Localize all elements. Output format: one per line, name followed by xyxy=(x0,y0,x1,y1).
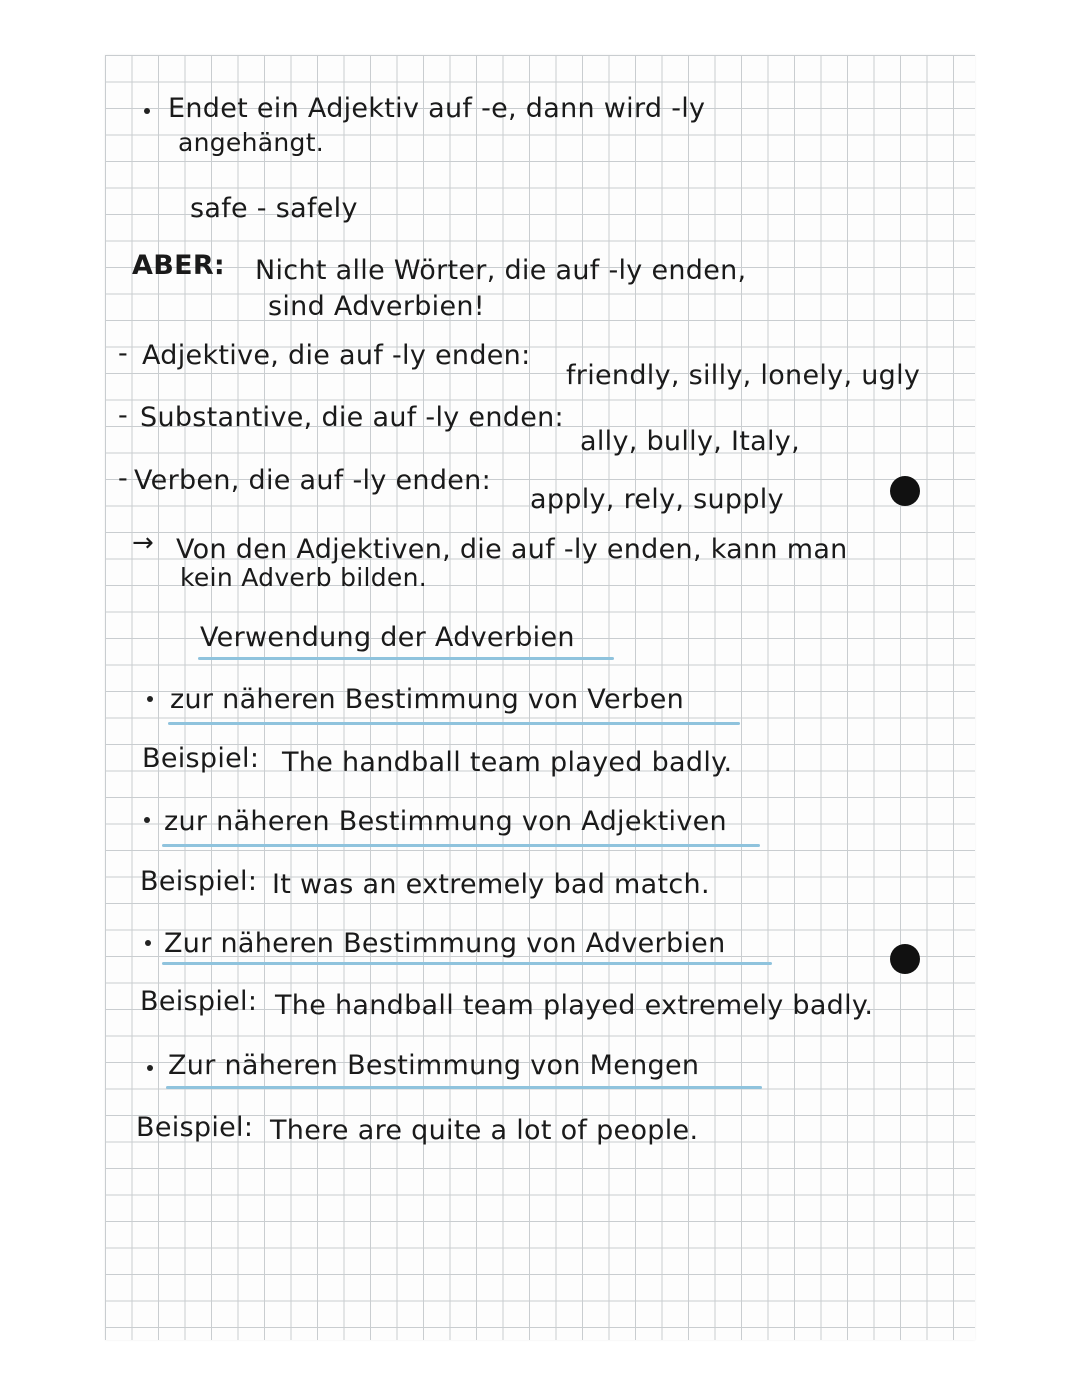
use-3-underline xyxy=(162,962,772,965)
use-1-underline xyxy=(168,722,740,725)
bullet-use-1 xyxy=(147,696,153,702)
exception-1-words: friendly, silly, lonely, ugly xyxy=(566,360,921,391)
rule-1-example: safe - safely xyxy=(190,193,358,224)
dash-exception-2: - xyxy=(118,400,128,431)
note-line-a: Von den Adjektiven, die auf -ly enden, kann man xyxy=(176,534,848,565)
dash-exception-1: - xyxy=(118,338,128,369)
use-2-underline xyxy=(162,844,760,847)
rule-1-line-a: Endet ein Adjektiv auf -e, dann wird -ly xyxy=(168,93,706,124)
bullet-use-3 xyxy=(145,940,151,946)
exception-3-words: apply, rely, supply xyxy=(530,484,784,515)
use-3-title: Zur näheren Bestimmung von Adverbien xyxy=(164,928,726,959)
bullet-use-2 xyxy=(144,817,150,823)
use-1-title: zur näheren Bestimmung von Verben xyxy=(170,684,685,715)
aber-text-a: Nicht alle Wörter, die auf -ly enden, xyxy=(255,255,747,286)
use-4-example-label: Beispiel: xyxy=(136,1112,254,1143)
use-3-example-label: Beispiel: xyxy=(140,986,258,1017)
aber-label: ABER: xyxy=(132,250,226,281)
arrow-icon: → xyxy=(132,528,154,558)
section-heading-underline xyxy=(198,657,614,660)
use-4-title: Zur näheren Bestimmung von Mengen xyxy=(168,1050,700,1081)
use-2-title: zur näheren Bestimmung von Adjektiven xyxy=(164,806,727,837)
exception-2-words: ally, bully, Italy, xyxy=(580,426,800,457)
aber-text-b: sind Adverbien! xyxy=(268,291,485,322)
bullet-use-4 xyxy=(147,1065,153,1071)
use-2-example-label: Beispiel: xyxy=(140,866,258,897)
use-2-example: It was an extremely bad match. xyxy=(272,869,710,900)
punch-hole-bottom xyxy=(890,944,920,974)
punch-hole-top xyxy=(890,476,920,506)
exception-3-label: Verben, die auf -ly enden: xyxy=(134,465,491,496)
section-heading: Verwendung der Adverbien xyxy=(200,622,575,653)
rule-1-line-b: angehängt. xyxy=(178,128,325,157)
bullet-rule-1 xyxy=(144,108,150,114)
exception-2-label: Substantive, die auf -ly enden: xyxy=(140,402,564,433)
use-1-example: The handball team played badly. xyxy=(282,747,733,778)
use-3-example: The handball team played extremely badly. xyxy=(275,990,874,1021)
exception-1-label: Adjektive, die auf -ly enden: xyxy=(142,340,531,371)
use-4-underline xyxy=(166,1086,762,1089)
use-4-example: There are quite a lot of people. xyxy=(270,1115,699,1146)
use-1-example-label: Beispiel: xyxy=(142,743,260,774)
dash-exception-3: - xyxy=(118,463,128,494)
note-line-b: kein Adverb bilden. xyxy=(180,563,428,592)
